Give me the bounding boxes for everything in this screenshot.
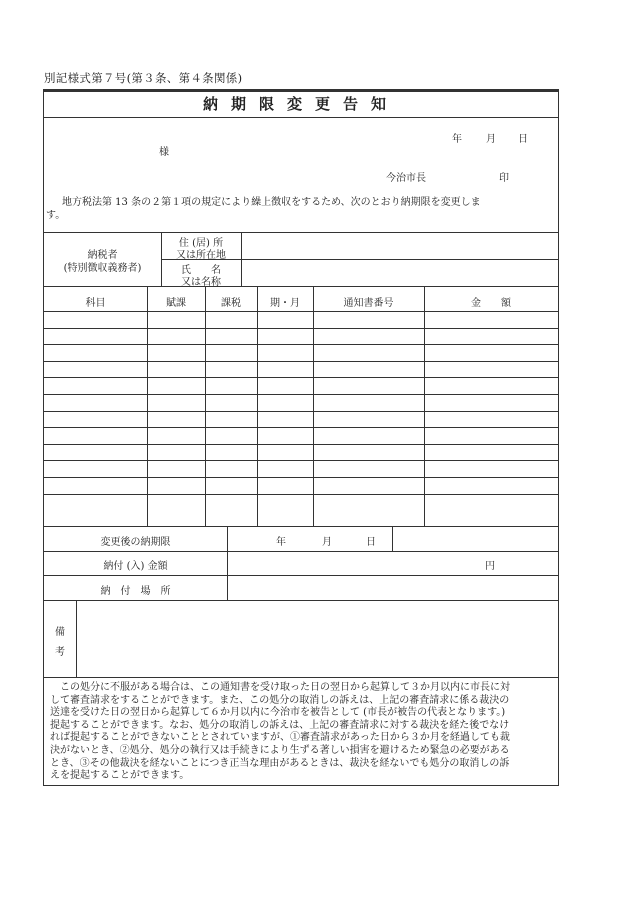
table-row xyxy=(44,311,558,312)
notice-line: 提起することができます。なお、処分の取消しの訴えは、上記の審査請求に対する裁決を経た後でなけ xyxy=(50,719,510,731)
table-row xyxy=(44,477,558,478)
deadline-year: 年 xyxy=(276,537,286,548)
col-divider-4 xyxy=(313,286,314,526)
deadline-label: 変更後の納期限 xyxy=(100,537,171,548)
statement-line-1: 地方税法第 13 条の２第１項の規定により繰上徴収をするため、次のとおり納期限を変更しま xyxy=(62,197,481,208)
payment-label: 納付 (入) 金額 xyxy=(103,561,168,572)
deadline-day: 日 xyxy=(366,537,376,548)
notice-line: とき、③その他裁決を経ないことにつき正当な理由があるときは、裁決を経ないでも処分の取消しの訴 xyxy=(50,757,510,769)
issuer-mayor: 今治市長 xyxy=(386,173,426,184)
deadline-month: 月 xyxy=(322,537,332,548)
name-label-1: 氏 名 xyxy=(181,265,221,276)
table-row xyxy=(44,328,558,329)
payment-top-border xyxy=(44,551,558,552)
deadline-top-border xyxy=(44,526,558,527)
address-label-2: 又は所在地 xyxy=(176,250,226,261)
col-divider-1 xyxy=(147,286,148,526)
remarks-label-2: 考 xyxy=(55,647,65,658)
table-row xyxy=(44,344,558,345)
remarks-label-1: 備 xyxy=(55,627,65,638)
taxpayer-label: 納税者 xyxy=(87,250,118,261)
notice-line: この処分に不服がある場合は、この通知書を受け取った日の翌日から起算して３か月以内に市長に対 xyxy=(60,682,510,693)
col-header-kazei: 課税 xyxy=(221,298,241,309)
table-row xyxy=(44,494,558,495)
place-label: 納 付 場 所 xyxy=(100,586,171,597)
table-row xyxy=(44,377,558,378)
col-divider-2 xyxy=(205,286,206,526)
form-caption: 別記様式第７号(第３条、第４条関係) xyxy=(44,71,243,85)
notice-line: れば提起することができないこととされていますが、①審査請求があった日から３か月を経過しても裁 xyxy=(50,732,510,744)
notice-line: えを提起することができます。 xyxy=(50,770,190,782)
col-header-amount: 金 額 xyxy=(471,298,511,309)
table-row xyxy=(44,427,558,428)
table-row xyxy=(44,394,558,395)
col-header-fuka: 賦課 xyxy=(166,298,186,309)
address-label-1: 住 (居) 所 xyxy=(178,238,224,249)
table-top-border xyxy=(44,286,558,287)
table-row xyxy=(44,444,558,445)
notice-line: して審査請求をすることができます。また、この処分の取消しの訴えは、上記の審査請求に係る裁決の xyxy=(50,694,510,706)
table-row xyxy=(44,361,558,362)
table-row xyxy=(44,411,558,412)
col-header-period: 期・月 xyxy=(270,298,300,309)
header-year: 年 xyxy=(452,134,462,145)
deadline-divider xyxy=(392,526,393,551)
col-divider-5 xyxy=(424,286,425,526)
notice-line: 決がないとき、②処分、処分の執行又は手続きにより生ずる著しい損害を避けるため緊急の必要がある xyxy=(50,744,510,756)
col-divider-3 xyxy=(257,286,258,526)
taxpayer-sublabel: (特別徴収義務者) xyxy=(63,263,142,274)
statement-line-2: す。 xyxy=(46,210,66,221)
notice-form xyxy=(43,89,559,786)
info-divider xyxy=(227,526,228,600)
name-label-2: 又は名称 xyxy=(181,277,221,288)
header-day: 日 xyxy=(518,134,528,145)
remarks-top-border xyxy=(44,600,558,601)
addressee-sama: 様 xyxy=(159,147,169,158)
place-top-border xyxy=(44,575,558,576)
form-title: 納期限変更告知 xyxy=(44,90,558,118)
header-month: 月 xyxy=(486,134,496,145)
col-header-notice-number: 通知書番号 xyxy=(343,298,394,309)
table-row xyxy=(44,460,558,461)
appeal-notice xyxy=(50,682,550,783)
taxpayer-top-border xyxy=(44,232,558,233)
col-header-subject: 科目 xyxy=(85,298,106,309)
notice-line: 送達を受けた日の翌日から起算して６か月以内に今治市を被告として (市長が被告の代表となります。) xyxy=(50,707,506,719)
notice-top-border xyxy=(44,677,558,678)
seal-mark: 印 xyxy=(499,173,509,184)
remarks-divider xyxy=(76,600,77,677)
payment-unit: 円 xyxy=(485,561,495,572)
